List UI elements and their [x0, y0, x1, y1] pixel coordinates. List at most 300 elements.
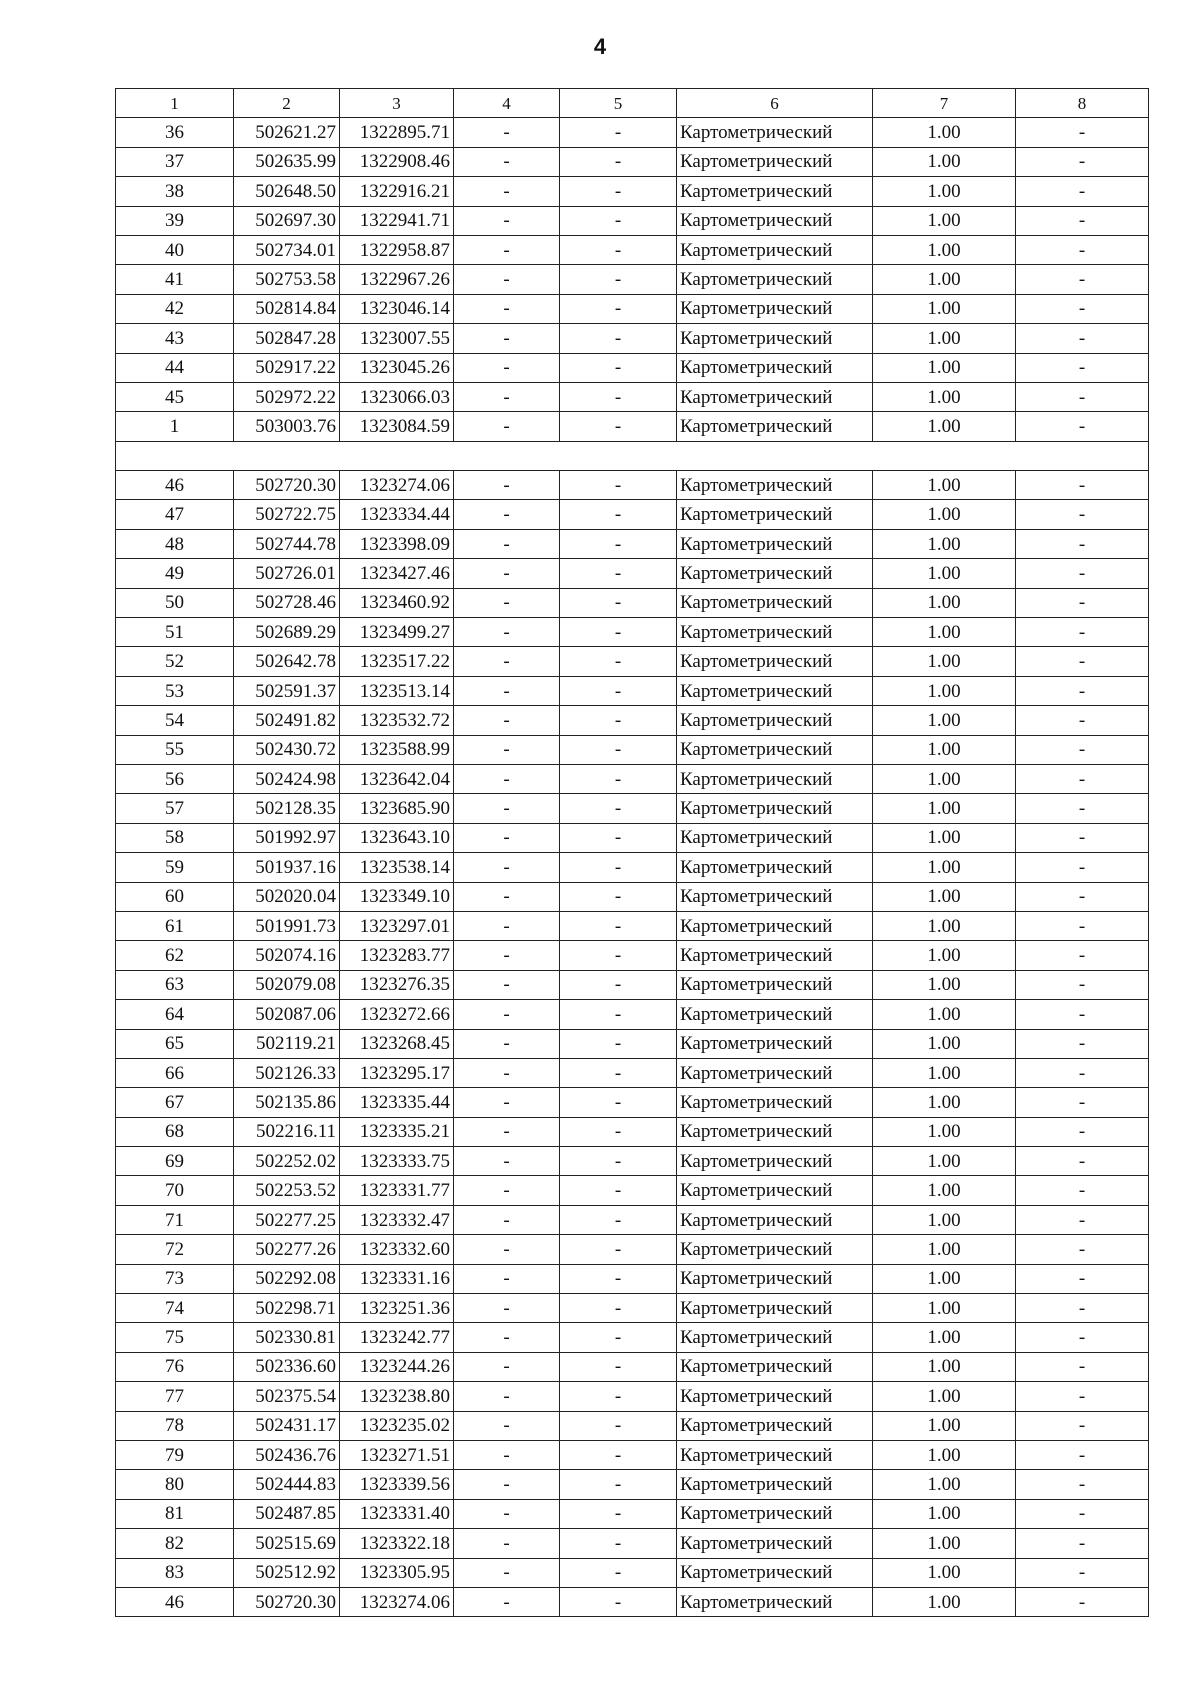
method-cell: Картометрический	[677, 559, 873, 588]
y-coordinate-cell: 1323238.80	[340, 1382, 454, 1411]
col5-cell: -	[560, 823, 677, 852]
x-coordinate-cell: 502744.78	[234, 529, 340, 558]
accuracy-cell: 1.00	[873, 1029, 1016, 1058]
table-row	[116, 676, 1149, 705]
accuracy-cell: 1.00	[873, 1587, 1016, 1616]
col4-cell: -	[454, 118, 560, 147]
x-coordinate-cell: 502512.92	[234, 1558, 340, 1587]
method-cell: Картометрический	[677, 1558, 873, 1587]
x-coordinate-cell: 502697.30	[234, 206, 340, 235]
accuracy-cell: 1.00	[873, 1470, 1016, 1499]
col5-cell: -	[560, 970, 677, 999]
y-coordinate-cell: 1323499.27	[340, 618, 454, 647]
accuracy-cell: 1.00	[873, 882, 1016, 911]
empty-cell	[454, 441, 560, 470]
col4-cell: -	[454, 676, 560, 705]
col5-cell: -	[560, 1382, 677, 1411]
col8-cell: -	[1016, 294, 1149, 323]
col4-cell: -	[454, 382, 560, 411]
col5-cell: -	[560, 471, 677, 500]
x-coordinate-cell: 502253.52	[234, 1176, 340, 1205]
x-coordinate-cell: 502277.26	[234, 1235, 340, 1264]
y-coordinate-cell: 1323295.17	[340, 1058, 454, 1087]
col8-cell: -	[1016, 853, 1149, 882]
table-row	[116, 735, 1149, 764]
x-coordinate-cell: 502621.27	[234, 118, 340, 147]
table-row	[116, 1176, 1149, 1205]
table-row	[116, 1411, 1149, 1440]
col5-cell: -	[560, 1058, 677, 1087]
accuracy-cell: 1.00	[873, 147, 1016, 176]
point-number-cell: 83	[116, 1558, 234, 1587]
col5-cell: -	[560, 1000, 677, 1029]
col8-cell: -	[1016, 1558, 1149, 1587]
point-number-cell: 44	[116, 353, 234, 382]
point-number-cell: 60	[116, 882, 234, 911]
method-cell: Картометрический	[677, 1440, 873, 1469]
table-row	[116, 970, 1149, 999]
col8-cell: -	[1016, 1235, 1149, 1264]
y-coordinate-cell: 1323460.92	[340, 588, 454, 617]
x-coordinate-cell: 501992.97	[234, 823, 340, 852]
point-number-cell: 56	[116, 764, 234, 793]
point-number-cell: 65	[116, 1029, 234, 1058]
col4-cell: -	[454, 500, 560, 529]
col5-cell: -	[560, 1470, 677, 1499]
accuracy-cell: 1.00	[873, 324, 1016, 353]
col8-cell: -	[1016, 1058, 1149, 1087]
method-cell: Картометрический	[677, 941, 873, 970]
accuracy-cell: 1.00	[873, 647, 1016, 676]
col4-cell: -	[454, 412, 560, 441]
point-number-cell: 53	[116, 676, 234, 705]
col5-cell: -	[560, 235, 677, 264]
col4-cell: -	[454, 294, 560, 323]
table-row	[116, 559, 1149, 588]
table-row	[116, 353, 1149, 382]
y-coordinate-cell: 1322908.46	[340, 147, 454, 176]
col8-cell: -	[1016, 647, 1149, 676]
col8-cell: -	[1016, 823, 1149, 852]
table-row	[116, 1529, 1149, 1558]
accuracy-cell: 1.00	[873, 294, 1016, 323]
y-coordinate-cell: 1323335.44	[340, 1088, 454, 1117]
col5-cell: -	[560, 1029, 677, 1058]
accuracy-cell: 1.00	[873, 794, 1016, 823]
col4-cell: -	[454, 1176, 560, 1205]
col4-cell: -	[454, 1558, 560, 1587]
point-number-cell: 55	[116, 735, 234, 764]
col5-cell: -	[560, 265, 677, 294]
table-row	[116, 1205, 1149, 1234]
col8-cell: -	[1016, 911, 1149, 940]
col8-cell: -	[1016, 412, 1149, 441]
col4-cell: -	[454, 647, 560, 676]
point-number-cell: 51	[116, 618, 234, 647]
point-number-cell: 80	[116, 1470, 234, 1499]
point-number-cell: 52	[116, 647, 234, 676]
x-coordinate-cell: 502515.69	[234, 1529, 340, 1558]
col4-cell: -	[454, 588, 560, 617]
x-coordinate-cell: 502720.30	[234, 1587, 340, 1616]
x-coordinate-cell: 503003.76	[234, 412, 340, 441]
method-cell: Картометрический	[677, 676, 873, 705]
y-coordinate-cell: 1323268.45	[340, 1029, 454, 1058]
accuracy-cell: 1.00	[873, 706, 1016, 735]
method-cell: Картометрический	[677, 1294, 873, 1323]
point-number-cell: 54	[116, 706, 234, 735]
col4-cell: -	[454, 1499, 560, 1528]
col5-cell: -	[560, 941, 677, 970]
accuracy-cell: 1.00	[873, 1117, 1016, 1146]
x-coordinate-cell: 502424.98	[234, 764, 340, 793]
col8-cell: -	[1016, 1352, 1149, 1381]
accuracy-cell: 1.00	[873, 500, 1016, 529]
col5-cell: -	[560, 206, 677, 235]
point-number-cell: 76	[116, 1352, 234, 1381]
table-row	[116, 1000, 1149, 1029]
method-cell: Картометрический	[677, 882, 873, 911]
col8-cell: -	[1016, 706, 1149, 735]
accuracy-cell: 1.00	[873, 588, 1016, 617]
x-coordinate-cell: 502330.81	[234, 1323, 340, 1352]
col4-cell: -	[454, 353, 560, 382]
y-coordinate-cell: 1323235.02	[340, 1411, 454, 1440]
method-cell: Картометрический	[677, 1205, 873, 1234]
accuracy-cell: 1.00	[873, 970, 1016, 999]
table-row	[116, 382, 1149, 411]
x-coordinate-cell: 502726.01	[234, 559, 340, 588]
point-number-cell: 42	[116, 294, 234, 323]
point-number-cell: 82	[116, 1529, 234, 1558]
table-row	[116, 764, 1149, 793]
accuracy-cell: 1.00	[873, 823, 1016, 852]
col5-cell: -	[560, 1499, 677, 1528]
x-coordinate-cell: 502292.08	[234, 1264, 340, 1293]
method-cell: Картометрический	[677, 147, 873, 176]
col8-cell: -	[1016, 735, 1149, 764]
y-coordinate-cell: 1323242.77	[340, 1323, 454, 1352]
empty-cell	[1016, 441, 1149, 470]
col8-cell: -	[1016, 1411, 1149, 1440]
table-row	[116, 911, 1149, 940]
accuracy-cell: 1.00	[873, 235, 1016, 264]
method-cell: Картометрический	[677, 1147, 873, 1176]
point-number-cell: 47	[116, 500, 234, 529]
accuracy-cell: 1.00	[873, 1264, 1016, 1293]
method-cell: Картометрический	[677, 1264, 873, 1293]
accuracy-cell: 1.00	[873, 1558, 1016, 1587]
header-cell: 5	[560, 89, 677, 118]
table-row	[116, 618, 1149, 647]
x-coordinate-cell: 502814.84	[234, 294, 340, 323]
accuracy-cell: 1.00	[873, 735, 1016, 764]
empty-cell	[234, 441, 340, 470]
point-number-cell: 39	[116, 206, 234, 235]
col5-cell: -	[560, 1147, 677, 1176]
table-row	[116, 1352, 1149, 1381]
x-coordinate-cell: 502252.02	[234, 1147, 340, 1176]
col5-cell: -	[560, 1323, 677, 1352]
col4-cell: -	[454, 1294, 560, 1323]
accuracy-cell: 1.00	[873, 941, 1016, 970]
header-cell: 7	[873, 89, 1016, 118]
x-coordinate-cell: 502591.37	[234, 676, 340, 705]
y-coordinate-cell: 1323685.90	[340, 794, 454, 823]
col4-cell: -	[454, 1470, 560, 1499]
point-number-cell: 63	[116, 970, 234, 999]
y-coordinate-cell: 1322941.71	[340, 206, 454, 235]
point-number-cell: 62	[116, 941, 234, 970]
method-cell: Картометрический	[677, 265, 873, 294]
method-cell: Картометрический	[677, 1176, 873, 1205]
table-row	[116, 1264, 1149, 1293]
table-row	[116, 500, 1149, 529]
col8-cell: -	[1016, 1147, 1149, 1176]
accuracy-cell: 1.00	[873, 118, 1016, 147]
table-row	[116, 1323, 1149, 1352]
accuracy-cell: 1.00	[873, 206, 1016, 235]
method-cell: Картометрический	[677, 1117, 873, 1146]
col8-cell: -	[1016, 471, 1149, 500]
col4-cell: -	[454, 1411, 560, 1440]
table-row	[116, 1088, 1149, 1117]
point-number-cell: 69	[116, 1147, 234, 1176]
col8-cell: -	[1016, 1088, 1149, 1117]
y-coordinate-cell: 1323333.75	[340, 1147, 454, 1176]
y-coordinate-cell: 1323305.95	[340, 1558, 454, 1587]
col4-cell: -	[454, 1029, 560, 1058]
col4-cell: -	[454, 764, 560, 793]
accuracy-cell: 1.00	[873, 911, 1016, 940]
x-coordinate-cell: 502917.22	[234, 353, 340, 382]
x-coordinate-cell: 501991.73	[234, 911, 340, 940]
x-coordinate-cell: 502336.60	[234, 1352, 340, 1381]
header-cell: 2	[234, 89, 340, 118]
table-row	[116, 1029, 1149, 1058]
col5-cell: -	[560, 353, 677, 382]
col5-cell: -	[560, 1264, 677, 1293]
point-number-cell: 43	[116, 324, 234, 353]
col5-cell: -	[560, 1117, 677, 1146]
x-coordinate-cell: 502972.22	[234, 382, 340, 411]
y-coordinate-cell: 1323335.21	[340, 1117, 454, 1146]
x-coordinate-cell: 502722.75	[234, 500, 340, 529]
y-coordinate-cell: 1323274.06	[340, 1587, 454, 1616]
point-number-cell: 72	[116, 1235, 234, 1264]
col5-cell: -	[560, 324, 677, 353]
col4-cell: -	[454, 1088, 560, 1117]
col8-cell: -	[1016, 265, 1149, 294]
accuracy-cell: 1.00	[873, 353, 1016, 382]
col8-cell: -	[1016, 1440, 1149, 1469]
method-cell: Картометрический	[677, 1058, 873, 1087]
accuracy-cell: 1.00	[873, 1000, 1016, 1029]
point-number-cell: 37	[116, 147, 234, 176]
col5-cell: -	[560, 735, 677, 764]
x-coordinate-cell: 502079.08	[234, 970, 340, 999]
point-number-cell: 58	[116, 823, 234, 852]
col5-cell: -	[560, 911, 677, 940]
y-coordinate-cell: 1323588.99	[340, 735, 454, 764]
x-coordinate-cell: 502648.50	[234, 177, 340, 206]
x-coordinate-cell: 502277.25	[234, 1205, 340, 1234]
table-row	[116, 324, 1149, 353]
y-coordinate-cell: 1323084.59	[340, 412, 454, 441]
y-coordinate-cell: 1323046.14	[340, 294, 454, 323]
y-coordinate-cell: 1322916.21	[340, 177, 454, 206]
table-row	[116, 1147, 1149, 1176]
accuracy-cell: 1.00	[873, 412, 1016, 441]
col4-cell: -	[454, 1587, 560, 1616]
point-number-cell: 77	[116, 1382, 234, 1411]
col4-cell: -	[454, 206, 560, 235]
method-cell: Картометрический	[677, 1000, 873, 1029]
method-cell: Картометрический	[677, 118, 873, 147]
col4-cell: -	[454, 1205, 560, 1234]
method-cell: Картометрический	[677, 500, 873, 529]
method-cell: Картометрический	[677, 618, 873, 647]
point-number-cell: 66	[116, 1058, 234, 1087]
method-cell: Картометрический	[677, 324, 873, 353]
y-coordinate-cell: 1323513.14	[340, 676, 454, 705]
table-row	[116, 823, 1149, 852]
table-row	[116, 1470, 1149, 1499]
y-coordinate-cell: 1323427.46	[340, 559, 454, 588]
method-cell: Картометрический	[677, 1499, 873, 1528]
y-coordinate-cell: 1323331.40	[340, 1499, 454, 1528]
col4-cell: -	[454, 1000, 560, 1029]
y-coordinate-cell: 1323331.16	[340, 1264, 454, 1293]
col5-cell: -	[560, 118, 677, 147]
col5-cell: -	[560, 1440, 677, 1469]
accuracy-cell: 1.00	[873, 1205, 1016, 1234]
col5-cell: -	[560, 618, 677, 647]
point-number-cell: 59	[116, 853, 234, 882]
method-cell: Картометрический	[677, 970, 873, 999]
y-coordinate-cell: 1323276.35	[340, 970, 454, 999]
method-cell: Картометрический	[677, 794, 873, 823]
point-number-cell: 45	[116, 382, 234, 411]
col4-cell: -	[454, 853, 560, 882]
x-coordinate-cell: 502436.76	[234, 1440, 340, 1469]
col5-cell: -	[560, 588, 677, 617]
point-number-cell: 50	[116, 588, 234, 617]
col4-cell: -	[454, 1117, 560, 1146]
accuracy-cell: 1.00	[873, 1323, 1016, 1352]
col4-cell: -	[454, 911, 560, 940]
method-cell: Картометрический	[677, 706, 873, 735]
col8-cell: -	[1016, 970, 1149, 999]
accuracy-cell: 1.00	[873, 471, 1016, 500]
point-number-cell: 38	[116, 177, 234, 206]
col4-cell: -	[454, 970, 560, 999]
col5-cell: -	[560, 1235, 677, 1264]
col8-cell: -	[1016, 147, 1149, 176]
y-coordinate-cell: 1323272.66	[340, 1000, 454, 1029]
col5-cell: -	[560, 1205, 677, 1234]
x-coordinate-cell: 502216.11	[234, 1117, 340, 1146]
table-row	[116, 706, 1149, 735]
col5-cell: -	[560, 1558, 677, 1587]
table-row	[116, 647, 1149, 676]
col4-cell: -	[454, 735, 560, 764]
x-coordinate-cell: 502074.16	[234, 941, 340, 970]
empty-cell	[873, 441, 1016, 470]
col4-cell: -	[454, 706, 560, 735]
col8-cell: -	[1016, 676, 1149, 705]
accuracy-cell: 1.00	[873, 1294, 1016, 1323]
y-coordinate-cell: 1323244.26	[340, 1352, 454, 1381]
y-coordinate-cell: 1323538.14	[340, 853, 454, 882]
col5-cell: -	[560, 706, 677, 735]
accuracy-cell: 1.00	[873, 1411, 1016, 1440]
method-cell: Картометрический	[677, 911, 873, 940]
accuracy-cell: 1.00	[873, 1058, 1016, 1087]
method-cell: Картометрический	[677, 823, 873, 852]
col5-cell: -	[560, 147, 677, 176]
table-row	[116, 529, 1149, 558]
y-coordinate-cell: 1322967.26	[340, 265, 454, 294]
col8-cell: -	[1016, 882, 1149, 911]
col4-cell: -	[454, 1529, 560, 1558]
table-row	[116, 1235, 1149, 1264]
col8-cell: -	[1016, 118, 1149, 147]
col8-cell: -	[1016, 1029, 1149, 1058]
col4-cell: -	[454, 941, 560, 970]
col8-cell: -	[1016, 1264, 1149, 1293]
col8-cell: -	[1016, 500, 1149, 529]
y-coordinate-cell: 1323066.03	[340, 382, 454, 411]
method-cell: Картометрический	[677, 1411, 873, 1440]
y-coordinate-cell: 1323332.60	[340, 1235, 454, 1264]
col5-cell: -	[560, 529, 677, 558]
point-number-cell: 57	[116, 794, 234, 823]
col4-cell: -	[454, 618, 560, 647]
col8-cell: -	[1016, 177, 1149, 206]
method-cell: Картометрический	[677, 1587, 873, 1616]
col5-cell: -	[560, 1587, 677, 1616]
empty-cell	[116, 441, 234, 470]
method-cell: Картометрический	[677, 1088, 873, 1117]
x-coordinate-cell: 502430.72	[234, 735, 340, 764]
col4-cell: -	[454, 1147, 560, 1176]
point-number-cell: 46	[116, 471, 234, 500]
col4-cell: -	[454, 529, 560, 558]
accuracy-cell: 1.00	[873, 1352, 1016, 1381]
accuracy-cell: 1.00	[873, 265, 1016, 294]
table-row	[116, 1058, 1149, 1087]
y-coordinate-cell: 1323642.04	[340, 764, 454, 793]
col8-cell: -	[1016, 764, 1149, 793]
accuracy-cell: 1.00	[873, 177, 1016, 206]
table-body	[116, 118, 1149, 1617]
col8-cell: -	[1016, 618, 1149, 647]
table-row	[116, 412, 1149, 441]
x-coordinate-cell: 502847.28	[234, 324, 340, 353]
point-number-cell: 73	[116, 1264, 234, 1293]
table-row	[116, 1587, 1149, 1616]
col8-cell: -	[1016, 588, 1149, 617]
method-cell: Картометрический	[677, 1352, 873, 1381]
col8-cell: -	[1016, 1205, 1149, 1234]
point-number-cell: 40	[116, 235, 234, 264]
accuracy-cell: 1.00	[873, 1147, 1016, 1176]
accuracy-cell: 1.00	[873, 382, 1016, 411]
x-coordinate-cell: 502487.85	[234, 1499, 340, 1528]
col5-cell: -	[560, 1088, 677, 1117]
y-coordinate-cell: 1323331.77	[340, 1176, 454, 1205]
